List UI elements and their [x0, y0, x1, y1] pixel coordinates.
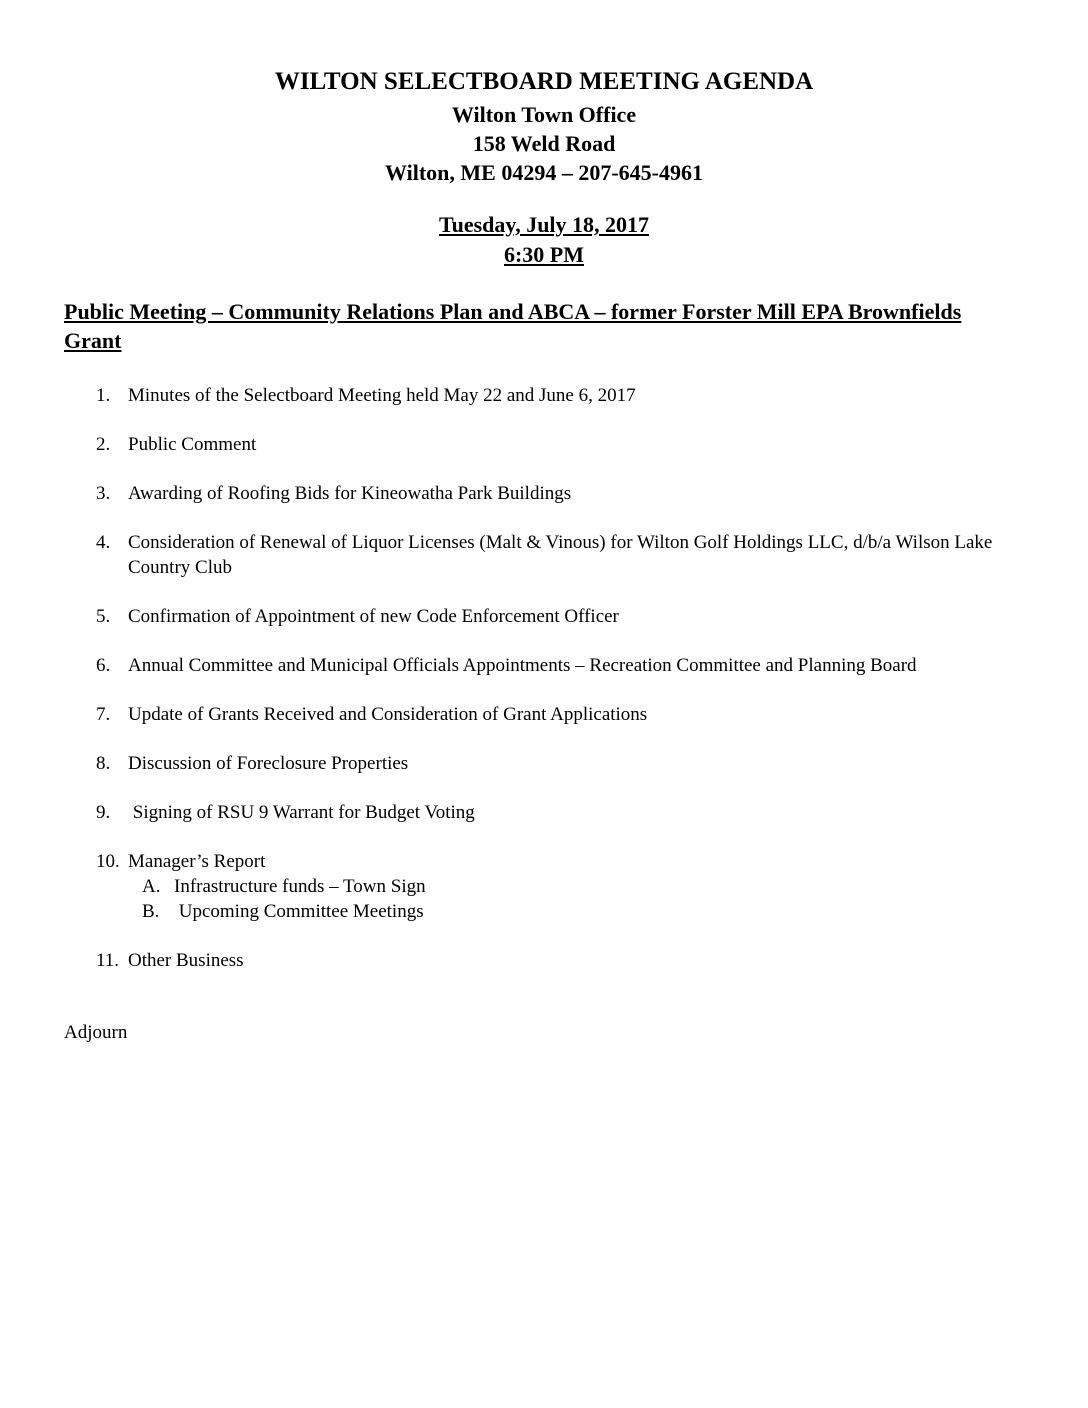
office-city-phone: Wilton, ME 04294 – 207-645-4961: [385, 160, 703, 185]
item-text: Confirmation of Appointment of new Code Enforcement Officer: [128, 606, 619, 627]
agenda-item: [96, 653, 1056, 678]
sub-item-letter: A.: [142, 876, 161, 897]
item-number: 9.: [96, 802, 111, 823]
item-number: 8.: [96, 753, 111, 774]
public-meeting-heading: Public Meeting – Community Relations Plan and ABCA – former Forster Mill EPA Brownfields Grant: [64, 299, 962, 353]
agenda-item-managers-report: [96, 849, 1056, 924]
agenda-item: [96, 383, 1056, 408]
agenda-item: [96, 432, 1056, 457]
office-address: 158 Weld Road: [472, 131, 616, 156]
sub-item: [142, 899, 1056, 924]
adjourn-text: Adjourn: [64, 1022, 128, 1043]
agenda-item: [96, 530, 1056, 580]
item-number: 4.: [96, 532, 111, 553]
item-number: 6.: [96, 655, 111, 676]
agenda-item: [96, 604, 1056, 629]
managers-report-sublist: [142, 874, 1056, 924]
sub-item: [142, 874, 1056, 899]
sub-item-text: Infrastructure funds – Town Sign: [174, 876, 426, 897]
office-name: Wilton Town Office: [451, 102, 637, 127]
item-text: Minutes of the Selectboard Meeting held May 22 and June 6, 2017: [128, 385, 636, 406]
agenda-item: [96, 481, 1056, 506]
item-text: Other Business: [128, 950, 244, 971]
agenda-header: [0, 64, 1088, 187]
agenda-item: [96, 751, 1056, 776]
meeting-datetime: [0, 210, 1088, 270]
item-text: Consideration of Renewal of Liquor Licenses (Malt & Vinous) for Wilton Golf Holdings LLC, d/b/a Wilson Lake Country Club: [128, 532, 993, 578]
item-number: 11.: [96, 950, 120, 971]
item-text: Signing of RSU 9 Warrant for Budget Voting: [128, 802, 475, 823]
agenda-title: WILTON SELECTBOARD MEETING AGENDA: [274, 68, 814, 95]
sub-item-letter: B.: [142, 901, 160, 922]
agenda-item: [96, 702, 1056, 727]
item-number: 2.: [96, 434, 111, 455]
item-number: 7.: [96, 704, 111, 725]
meeting-date: Tuesday, July 18, 2017: [438, 212, 650, 237]
item-number: 5.: [96, 606, 111, 627]
item-text: Manager’s Report: [128, 851, 266, 872]
item-text: Update of Grants Received and Consideration of Grant Applications: [128, 704, 648, 725]
item-number: 3.: [96, 483, 111, 504]
sub-item-text: Upcoming Committee Meetings: [174, 901, 424, 922]
item-text: Discussion of Foreclosure Properties: [128, 753, 409, 774]
item-number: 10.: [96, 851, 120, 872]
item-number: 1.: [96, 385, 111, 406]
item-text: Awarding of Roofing Bids for Kineowatha Park Buildings: [128, 483, 572, 504]
item-text: Public Comment: [128, 434, 257, 455]
agenda-list: [96, 383, 1056, 997]
agenda-item: [96, 800, 1056, 825]
meeting-time: 6:30 PM: [503, 242, 585, 267]
agenda-item: [96, 948, 1056, 973]
item-text: Annual Committee and Municipal Officials Appointments – Recreation Committee and Planning Board: [128, 655, 917, 676]
